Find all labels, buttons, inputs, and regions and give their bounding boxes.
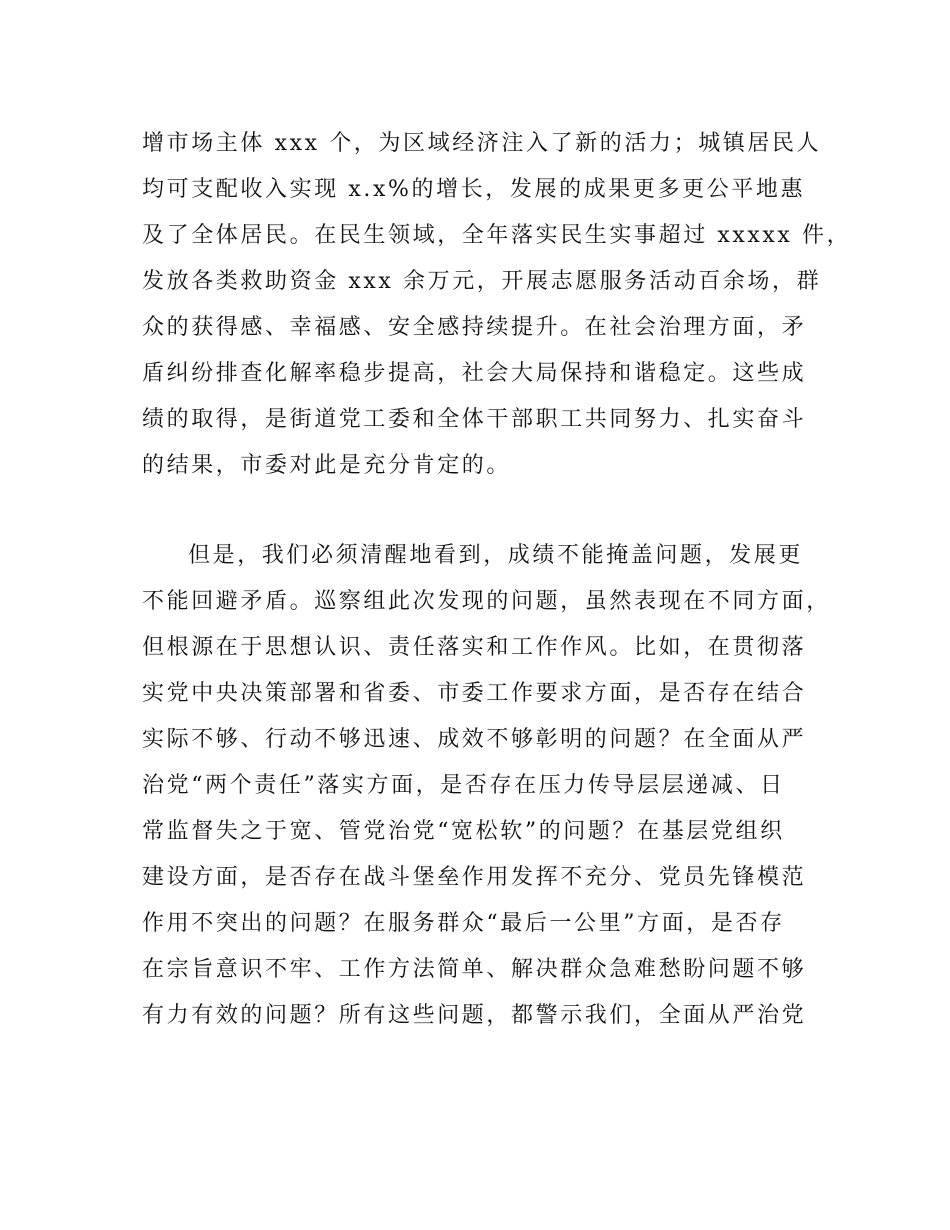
text-line: 盾纠纷排查化解率稳步提高，社会大局保持和谐稳定。这些成	[142, 361, 807, 386]
text-line: 建设方面，是否存在战斗堡垒作用发挥不充分、党员先锋模范	[142, 865, 807, 890]
text-line: 不能回避矛盾。巡察组此次发现的问题，虽然表现在不同方面，	[142, 589, 831, 614]
text-line: 作用不突出的问题？在服务群众“最后一公里”方面，是否存	[142, 911, 785, 936]
text-line: 在宗旨意识不牢、工作方法简单、解决群众急难愁盼问题不够	[142, 957, 807, 982]
text-line: 但根源在于思想认识、责任落实和工作作风。比如，在贯彻落	[142, 635, 807, 660]
text-line: 及了全体居民。在民生领域，全年落实民生实事超过 xxxxx 件，	[142, 223, 852, 248]
text-line: 实党中央决策部署和省委、市委工作要求方面，是否存在结合	[142, 681, 807, 706]
text-line: 发放各类救助资金 xxx 余万元，开展志愿服务活动百余场，群	[142, 269, 822, 294]
text-line: 实际不够、行动不够迅速、成效不够彰明的问题？在全面从严	[142, 727, 807, 752]
text-line: 众的获得感、幸福感、安全感持续提升。在社会治理方面，矛	[142, 315, 807, 340]
text-line: 绩的取得，是街道党工委和全体干部职工共同努力、扎实奋斗	[142, 407, 807, 432]
text-line: 治党“两个责任”落实方面，是否存在压力传导层层递减、日	[142, 773, 785, 798]
text-line: 有力有效的问题？所有这些问题，都警示我们，全面从严治党	[142, 1003, 807, 1028]
text-line: 的结果，市委对此是充分肯定的。	[142, 453, 512, 478]
text-line: 增市场主体 xxx 个，为区域经济注入了新的活力；城镇居民人	[142, 131, 822, 156]
text-line: 常监督失之于宽、管党治党“宽松软”的问题？在基层党组织	[142, 819, 785, 844]
text-line: 但是，我们必须清醒地看到，成绩不能掩盖问题，发展更	[188, 543, 804, 568]
text-line: 均可支配收入实现 x.x%的增长，发展的成果更多更公平地惠	[142, 177, 806, 202]
